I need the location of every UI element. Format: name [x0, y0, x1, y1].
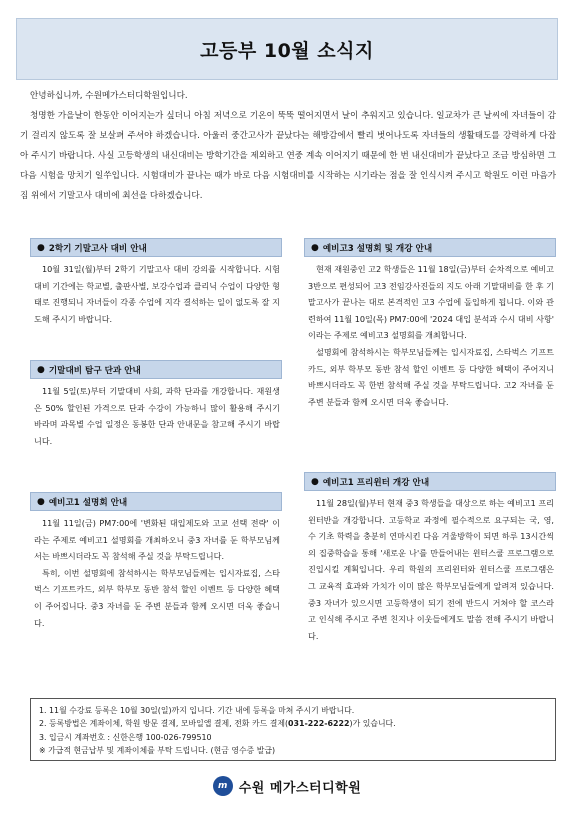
notice-line-3: 3. 입금시 계좌번호 : 신한은행 100-026-799510 — [39, 732, 212, 742]
section-special-body: 11월 5일(토)부터 기말대비 사회, 과학 단과를 개강합니다. 재원생은 50% 할인된 가격으로 단과 수강이 가능하니 많이 활용해 주시기 바라며 과목별 수업 일정은 동봉한 단과 안내문을 참고해 주시기 바랍니다. — [34, 386, 280, 446]
footer — [0, 772, 574, 800]
payment-notice-box — [30, 698, 556, 761]
section-exam-heading: ● 2학기 기말고사 대비 안내 — [30, 238, 282, 257]
intro-greeting: 안녕하십니까, 수원메가스터디학원입니다. — [30, 91, 188, 101]
bullet-icon: ● — [311, 242, 319, 253]
section-exam — [30, 238, 282, 327]
bullet-icon: ● — [37, 364, 45, 375]
bullet-icon: ● — [311, 476, 319, 487]
academy-logo-icon: m — [213, 776, 233, 796]
section-winter-heading: ● 예비고1 프리윈터 개강 안내 — [304, 472, 556, 491]
section-pre3-body: 현재 재원중인 고2 학생들은 11월 18일(금)부터 순차적으로 예비고3반으로 편성되어 고3 전임강사진들의 지도 아래 기말대비를 한 후 기말고사가 끝나는 대로 본격적인 고3 수업에 돌입하게 됩니다. 이와 관련하여 11월 10일(목) PM7:00에 '2024 대입 분석과 수시 대비 사항' 이라는 주제로 예비고3 설명회를 개최합니다. 설명회에 참석하시는 학부모님들께는 입시자료집, 스타벅스 기프트카드, 외부 학부모 동반 참석 할인 이벤트 등 다양한 혜택이 주어지니 바쁘시더라도 꼭 한번 참석해 주실 것을 부탁드립니다. 고2 자녀를 둔 주변 분들과 함께 오시면 더욱 좋습니다. — [308, 264, 554, 407]
section-pre1-body: 11월 11일(금) PM7:00에 '변화된 대입제도와 고교 선택 전략' 이라는 주제로 예비고1 설명회를 개최하오니 중3 자녀를 둔 학부모님께서는 바쁘시더라도 꼭 참석해 주실 것을 부탁드립니다. 특히, 이번 설명회에 참석하시는 학부모님들께는 입시자료집, 스타벅스 기프트카드, 외부 학부모 동반 참석 할인 이벤트 등 다양한 혜택이 주어집니다. 중3 자녀를 둔 주변 분들과 함께 오시면 더욱 좋습니다. — [34, 518, 280, 628]
intro-text — [20, 86, 556, 206]
newsletter-title-box — [16, 18, 558, 80]
section-pre1-heading: ● 예비고1 설명회 안내 — [30, 492, 282, 511]
notice-line-2: 2. 등록방법은 계좌이체, 학원 방문 결제, 모바일앱 결제, 전화 카드 결제(031-222-6222)가 있습니다. — [39, 719, 396, 729]
newsletter-title: 고등부 10월 소식지 — [200, 39, 374, 62]
bullet-icon: ● — [37, 242, 45, 253]
notice-line-4: ※ 가급적 현금납부 및 계좌이체를 부탁 드립니다. (현금 영수증 발급) — [39, 746, 276, 756]
section-special-heading: ● 기말대비 탐구 단과 안내 — [30, 360, 282, 379]
section-pre3-heading: ● 예비고3 설명회 및 개강 안내 — [304, 238, 556, 257]
section-winter-body: 11월 28일(월)부터 현재 중3 학생들을 대상으로 하는 예비고1 프리윈터반을 개강합니다. 고등학교 과정에 필수적으로 요구되는 국, 영, 수 기초 학력을 충분히 연마시킨 다음 겨울방학이 되면 하루 13시간씩의 집중학습을 통해 '새로운 나'를 만들어내는 윈터스쿨 프로그램으로 진입시킬 계획입니다. 우리 학원의 프리윈터와 윈터스쿨 프로그램은 그 교육적 효과와 가치가 이미 많은 학부모님들에게 알려져 있습니다. 중3 자녀가 있으시면 고등학생이 되기 전에 반드시 거쳐야 할 코스라고 인식해 주시고 주변 친지나 이웃들에게도 말씀 전해 주시기 바랍니다. — [308, 498, 554, 641]
academy-name: 수원 메가스터디학원 — [238, 780, 362, 796]
phone-number: 031-222-6222 — [288, 719, 350, 729]
notice-line-1: 1. 11월 수강료 등록은 10월 30일(일)까지 입니다. 기간 내에 등록을 마쳐 주시기 바랍니다. — [39, 706, 355, 715]
bullet-icon: ● — [37, 496, 45, 507]
section-pre1 — [30, 492, 282, 631]
intro-body: 청명한 가을날이 한동안 이어지는가 싶더니 아침 저녁으로 기온이 뚝뚝 떨어지면서 날이 추워지고 있습니다. 일교차가 큰 날씨에 자녀들이 감기 걸리지 않도록 잘 보살펴 주셔야 하겠습니다. 아울러 중간고사가 끝났다는 해방감에서 빨리 벗어나도록 자녀들의 생활태도를 강력하게 다잡아 주시기 바랍니다. 사실 고등학생의 내신대비는 방학기간을 제외하고 연중 계속 이어지기 때문에 한 번 내신대비가 끝났다고 조금 방심하면 그 다음 시험을 망치기 일쑤입니다. 시험대비가 끝나는 때가 바로 다음 시험대비를 시작하는 시기라는 점을 잘 인식시켜 주시고 학원도 이런 마음가짐 위에서 기말고사 대비에 최선을 다하겠습니다. — [20, 111, 556, 201]
section-pre3 — [304, 238, 556, 410]
section-winter — [304, 472, 556, 644]
section-special — [30, 360, 282, 449]
section-exam-body: 10월 31일(월)부터 2학기 기말고사 대비 강의를 시작합니다. 시험대비 기간에는 학교별, 출판사별, 보강수업과 클리닉 수업이 다양한 형태로 진행되니 자녀들이 각종 수업에 지각 결석하는 일이 없도록 잘 지도해 주시기 바랍니다. — [34, 264, 280, 324]
